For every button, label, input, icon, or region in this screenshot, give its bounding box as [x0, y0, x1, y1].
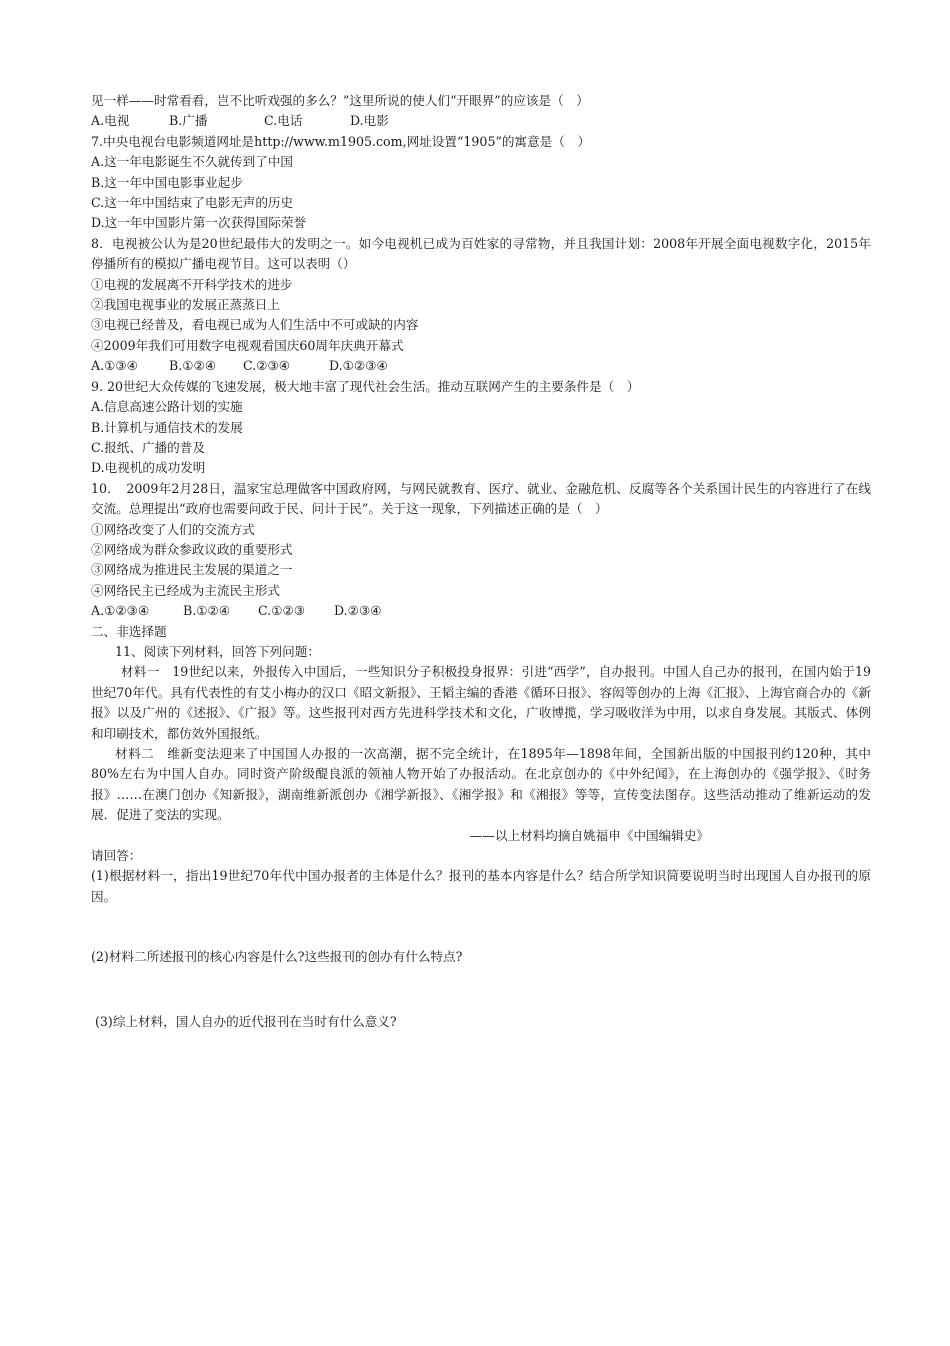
option-b: B.①②④	[169, 358, 217, 374]
q6-options	[91, 111, 871, 131]
answer-prompt: 请回答：	[91, 848, 142, 864]
q8-statement-1: ①电视的发展离不开科学技术的进步	[91, 276, 293, 292]
q10-statement-1: ①网络改变了人们的交流方式	[91, 521, 255, 537]
q7-option-d: D.这一年中国影片第一次获得国际荣誉	[91, 215, 307, 231]
q9-option-a: A.信息高速公路计划的实施	[91, 399, 243, 415]
option-c: C.①②③	[258, 603, 306, 619]
document-page	[91, 91, 871, 1032]
q8-options	[91, 356, 871, 376]
option-d: D.电影	[350, 113, 389, 129]
option-c: C.②③④	[243, 358, 291, 374]
option-b: B.①②④	[183, 603, 231, 619]
q9-stem: 9. 20世纪大众传媒的飞速发展，极大地丰富了现代社会生活。推动互联网产生的主要条件是（ ）	[91, 378, 640, 394]
sub-question-3: (3)综上材料，国人自办的近代报刊在当时有什么意义?	[95, 1013, 397, 1029]
q7-option-b: B.这一年中国电影事业起步	[91, 174, 243, 190]
q8-statement-3: ③电视已经普及，看电视已成为人们生活中不可或缺的内容	[91, 317, 419, 333]
q6-stem-continued: 见一样——时常看看，岂不比听戏强的多么？”这里所说的使人们“开眼界”的应该是（ ）	[91, 93, 589, 108]
material-one: 材料一 19世纪以来，外报传入中国后，一些知识分子积极投身报界：引进“西学”，自办报刊。中国人自己办的报刊，在国内始于19世纪70年代。具有代表性的有艾小梅办的汉口《昭文新报》、王韬主编的香港《循环日报》、容闳等创办的上海《汇报》、上海官商合办的《新报》以及广州的《述报》、《广报》等。这些报刊对西方先进科学技术和文化，广收博揽，学习吸收洋为中用，以求自身发展。其版式、体例和印刷技术，都仿效外国报纸。	[91, 664, 871, 741]
option-b: B.广播	[169, 113, 208, 129]
q7-option-c: C.这一年中国结束了电影无声的历史	[91, 195, 294, 211]
option-a: A.①②③④	[91, 603, 150, 619]
q9-option-d: D.电视机的成功发明	[91, 460, 206, 476]
q10-stem: 10． 2009年2月28日，温家宝总理做客中国政府网，与网民就教育、医疗、就业、金融危机、反腐等各个关系国计民生的内容进行了在线交流。总理提出“政府也需要问政于民、问计于民”。关于这一现象，下列描述正确的是（ ）	[91, 480, 871, 517]
answer-space-1	[91, 907, 871, 947]
option-c: C.电话	[264, 113, 303, 129]
q8-stem: 8．电视被公认为是20世纪最伟大的发明之一。如今电视机已成为百姓家的寻常物，并且我国计划：2008年开展全面电视数字化，2015年停播所有的模拟广播电视节目。这可以表明（）	[91, 235, 871, 272]
q7-option-a: A.这一年电影诞生不久就传到了中国	[91, 154, 294, 170]
material-source: ——以上材料均摘自姚福申《中国编辑史》	[469, 827, 709, 843]
option-a: A.①③④	[91, 358, 138, 374]
q10-options	[91, 601, 871, 621]
sub-question-1: (1)根据材料一，指出19世纪70年代中国办报者的主体是什么？报刊的基本内容是什么？结合所学知识简要说明当时出现国人自办报刊的原因。	[91, 868, 871, 904]
material-two: 材料二 维新变法迎来了中国国人办报的一次高潮，据不完全统计，在1895年—1898年间，全国新出版的中国报刊约120种，其中80%左右为中国人自办。同时资产阶级醍良派的领袖人物开始了办报活动。在北京创办的《中外纪闻》，在上海创办的《强学报》、《时务报》……在澳门创办《知新报》，湖南维新派创办《湘学新报》、《湘学报》和《湘报》等等，宣传变法图存。这些活动推动了维新运动的发展．促进了变法的实现。	[91, 746, 871, 823]
q10-statement-2: ②网络成为群众参政议政的重要形式	[91, 541, 293, 557]
section-heading: 二、非选择题	[91, 623, 167, 639]
option-a: A.电视	[91, 113, 130, 129]
option-d: D.②③④	[334, 603, 382, 619]
q8-statement-2: ②我国电视事业的发展正蒸蒸日上	[91, 297, 280, 313]
answer-space-2	[91, 968, 871, 1012]
q10-statement-4: ④网络民主已经成为主流民主形式	[91, 582, 280, 598]
q9-option-b: B.计算机与通信技术的发展	[91, 419, 243, 435]
q9-option-c: C.报纸、广播的普及	[91, 439, 205, 455]
sub-question-2: (2)材料二所述报刊的核心内容是什么?这些报刊的创办有什么特点?	[91, 949, 463, 965]
q8-statement-4: ④2009年我们可用数字电视观看国庆60周年庆典开幕式	[91, 337, 404, 353]
option-d: D.①②③④	[329, 358, 388, 374]
q7-stem: 7.中央电视台电影频道网址是http://www.m1905.com,网址设置“1905”的寓意是（ ）	[91, 133, 591, 149]
q11-stem: 11、阅读下列材料，回答下列问题：	[115, 643, 320, 659]
q10-statement-3: ③网络成为推进民主发展的渠道之一	[91, 562, 293, 578]
